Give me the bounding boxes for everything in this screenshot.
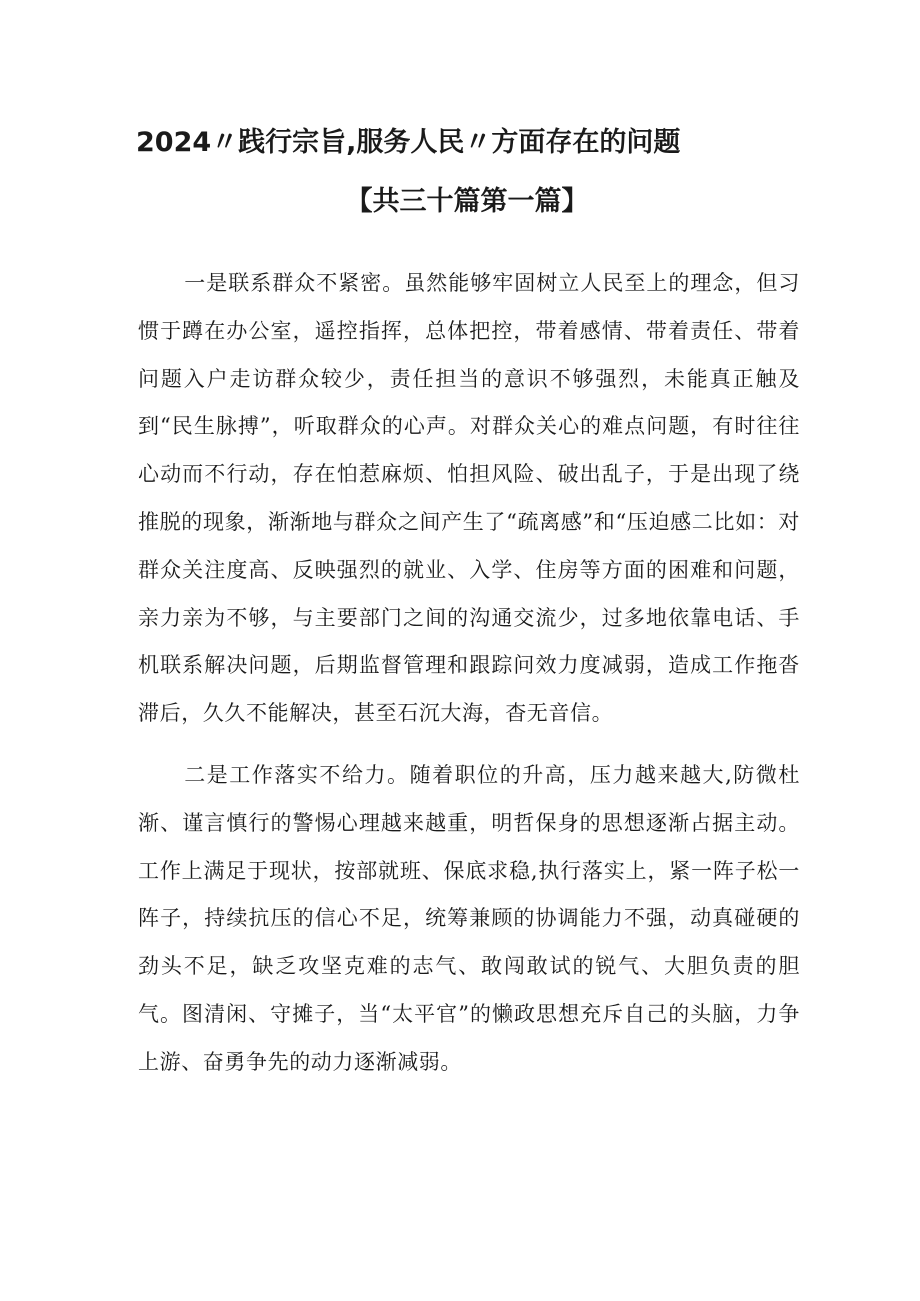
document-title: 2024〃践行宗旨,服务人民〃方面存在的问题 — [136, 127, 681, 158]
paragraph: 一是联系群众不紧密。虽然能够牢固树立人民至上的理念，但习惯于蹲在办公室，遥控指挥，总体把控，带着感情、带着责任、带着问题入户走访群众较少，责任担当的意识不够强烈，未能真正触及到“民生脉搏”，听取群众的心声。对群众关心的难点问题，有时往往心动而不行动，存在怕惹麻烦、怕担风险、破出乱子，于是出现了绕推脱的现象，渐渐地与群众之间产生了“疏离感”和“压迫感二比如：对群众关注度高、反映强烈的就业、入学、住房等方面的困难和问题，亲力亲为不够，与主要部门之间的沟通交流少，过多地依靠电话、手机联系解决问题，后期监督管理和跟踪问效力度减弱，造成工作拖沓滞后，久久不能解决，甚至石沉大海，杳无音信。 — [138, 271, 800, 726]
document-subtitle: 【共三十篇第一篇】 — [345, 186, 589, 217]
paragraph: 二是工作落实不给力。随着职位的升高，压力越来越大,防微杜渐、谨言慎行的警惕心理越来越重，明哲保身的思想逐渐占据主动。工作上满足于现状，按部就班、保底求稳,执行落实上，紧一阵子松一阵子，持续抗压的信心不足，统筹兼顾的协调能力不强，动真碰硬的劲头不足，缺乏攻坚克难的志气、敢闯敢试的锐气、大胆负责的胆气。图清闲、守摊子，当“太平官”的懒政思想充斥自己的头脑，力争上游、奋勇争先的动力逐渐减弱。 — [138, 762, 800, 1074]
document-body — [138, 260, 800, 1101]
